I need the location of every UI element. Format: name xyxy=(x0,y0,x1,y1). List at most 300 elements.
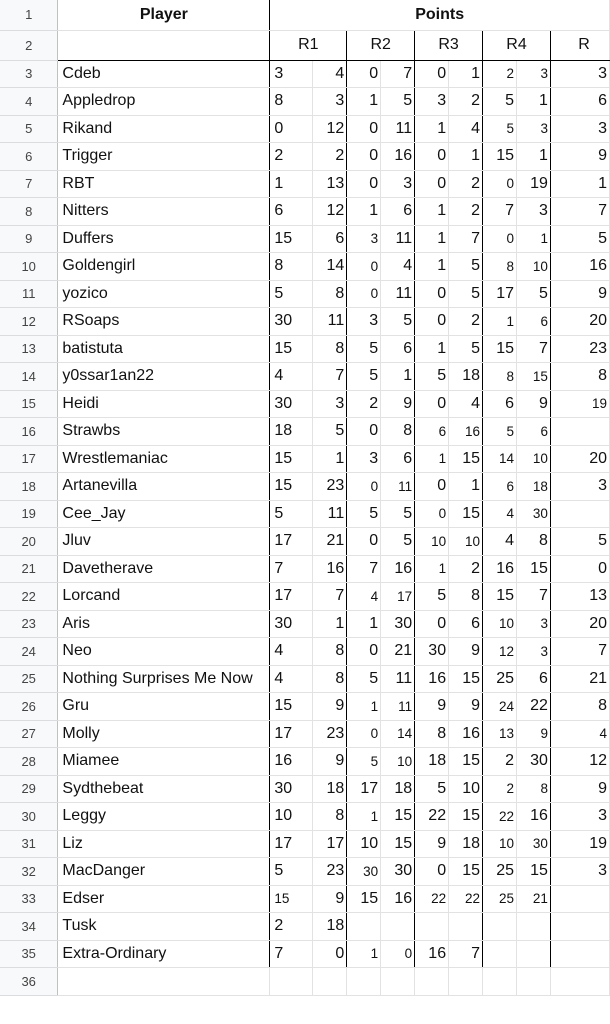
score-cell[interactable]: 1 xyxy=(517,143,551,171)
score-cell[interactable] xyxy=(347,913,381,941)
score-cell[interactable]: 13 xyxy=(483,720,517,748)
score-cell[interactable]: 17 xyxy=(313,830,347,858)
score-cell[interactable]: 10 xyxy=(449,528,483,556)
score-cell[interactable]: 6 xyxy=(415,418,449,446)
score-cell[interactable]: 0 xyxy=(415,390,449,418)
score-cell[interactable]: 5 xyxy=(449,280,483,308)
score-cell[interactable]: 21 xyxy=(550,665,609,693)
player-name-cell[interactable]: Molly xyxy=(58,720,270,748)
score-cell[interactable]: 15 xyxy=(449,858,483,886)
score-cell[interactable]: 30 xyxy=(347,858,381,886)
score-cell[interactable]: 3 xyxy=(550,858,609,886)
score-cell[interactable]: 2 xyxy=(347,390,381,418)
round-header[interactable]: R2 xyxy=(347,30,415,60)
score-cell[interactable]: 3 xyxy=(415,88,449,116)
score-cell[interactable]: 19 xyxy=(550,830,609,858)
score-cell[interactable]: 15 xyxy=(270,473,313,501)
score-cell[interactable]: 0 xyxy=(347,115,381,143)
score-cell[interactable]: 4 xyxy=(550,720,609,748)
score-cell[interactable]: 15 xyxy=(517,555,551,583)
score-cell[interactable]: 9 xyxy=(313,748,347,776)
score-cell[interactable]: 5 xyxy=(347,665,381,693)
score-cell[interactable]: 2 xyxy=(449,170,483,198)
score-cell[interactable]: 6 xyxy=(313,225,347,253)
score-cell[interactable]: 5 xyxy=(270,280,313,308)
score-cell[interactable]: 18 xyxy=(415,748,449,776)
score-cell[interactable]: 7 xyxy=(449,225,483,253)
row-number[interactable]: 24 xyxy=(0,638,58,666)
score-cell[interactable]: 1 xyxy=(415,198,449,226)
score-cell[interactable]: 0 xyxy=(483,225,517,253)
score-cell[interactable]: 5 xyxy=(347,500,381,528)
score-cell[interactable]: 5 xyxy=(313,418,347,446)
score-cell[interactable]: 23 xyxy=(550,335,609,363)
score-cell[interactable]: 7 xyxy=(449,940,483,968)
score-cell[interactable]: 4 xyxy=(483,528,517,556)
score-cell[interactable]: 4 xyxy=(483,500,517,528)
score-cell[interactable]: 0 xyxy=(415,308,449,336)
score-cell[interactable]: 8 xyxy=(550,693,609,721)
player-name-cell[interactable]: Rikand xyxy=(58,115,270,143)
score-cell[interactable]: 22 xyxy=(517,693,551,721)
score-cell[interactable]: 11 xyxy=(381,693,415,721)
score-cell[interactable]: 30 xyxy=(381,858,415,886)
score-cell[interactable]: 10 xyxy=(449,775,483,803)
player-name-cell[interactable]: Strawbs xyxy=(58,418,270,446)
score-cell[interactable]: 18 xyxy=(449,363,483,391)
empty-cell[interactable] xyxy=(415,968,449,996)
score-cell[interactable]: 3 xyxy=(550,473,609,501)
player-name-cell[interactable]: Davetherave xyxy=(58,555,270,583)
score-cell[interactable]: 15 xyxy=(381,830,415,858)
score-cell[interactable]: 0 xyxy=(483,170,517,198)
score-cell[interactable]: 17 xyxy=(347,775,381,803)
score-cell[interactable] xyxy=(381,913,415,941)
score-cell[interactable]: 0 xyxy=(415,143,449,171)
row-number[interactable]: 19 xyxy=(0,500,58,528)
score-cell[interactable]: 1 xyxy=(415,445,449,473)
score-cell[interactable]: 2 xyxy=(449,555,483,583)
score-cell[interactable]: 5 xyxy=(550,528,609,556)
score-cell[interactable]: 23 xyxy=(313,473,347,501)
score-cell[interactable]: 8 xyxy=(313,665,347,693)
score-cell[interactable]: 30 xyxy=(270,308,313,336)
score-cell[interactable]: 8 xyxy=(449,583,483,611)
score-cell[interactable]: 8 xyxy=(483,363,517,391)
score-cell[interactable]: 16 xyxy=(270,748,313,776)
player-name-cell[interactable]: Sydthebeat xyxy=(58,775,270,803)
score-cell[interactable]: 9 xyxy=(517,720,551,748)
player-name-cell[interactable]: Trigger xyxy=(58,143,270,171)
score-cell[interactable] xyxy=(415,913,449,941)
row-number[interactable]: 25 xyxy=(0,665,58,693)
score-cell[interactable]: 7 xyxy=(270,555,313,583)
score-cell[interactable]: 0 xyxy=(347,528,381,556)
score-cell[interactable]: 12 xyxy=(550,748,609,776)
row-number[interactable]: 30 xyxy=(0,803,58,831)
score-cell[interactable]: 4 xyxy=(270,363,313,391)
player-name-cell[interactable]: Heidi xyxy=(58,390,270,418)
player-name-cell[interactable]: Cee_Jay xyxy=(58,500,270,528)
score-cell[interactable]: 10 xyxy=(381,748,415,776)
score-cell[interactable]: 17 xyxy=(381,583,415,611)
score-cell[interactable]: 3 xyxy=(550,60,609,88)
player-name-cell[interactable]: Extra-Ordinary xyxy=(58,940,270,968)
row-number[interactable]: 10 xyxy=(0,253,58,281)
score-cell[interactable]: 2 xyxy=(483,60,517,88)
score-cell[interactable]: 15 xyxy=(483,335,517,363)
score-cell[interactable]: 9 xyxy=(415,830,449,858)
score-cell[interactable]: 3 xyxy=(313,390,347,418)
score-cell[interactable]: 7 xyxy=(517,583,551,611)
score-cell[interactable]: 16 xyxy=(517,803,551,831)
empty-cell[interactable] xyxy=(313,968,347,996)
player-name-cell[interactable]: Jluv xyxy=(58,528,270,556)
score-cell[interactable]: 0 xyxy=(415,170,449,198)
score-cell[interactable]: 17 xyxy=(270,720,313,748)
score-cell[interactable]: 0 xyxy=(415,610,449,638)
player-name-cell[interactable]: Cdeb xyxy=(58,60,270,88)
score-cell[interactable]: 21 xyxy=(313,528,347,556)
score-cell[interactable]: 16 xyxy=(449,720,483,748)
score-cell[interactable]: 5 xyxy=(381,528,415,556)
score-cell[interactable]: 5 xyxy=(270,500,313,528)
score-cell[interactable]: 3 xyxy=(313,88,347,116)
score-cell[interactable]: 3 xyxy=(550,803,609,831)
score-cell[interactable]: 4 xyxy=(347,583,381,611)
score-cell[interactable]: 4 xyxy=(449,115,483,143)
score-cell[interactable]: 8 xyxy=(313,280,347,308)
score-cell[interactable]: 6 xyxy=(517,665,551,693)
score-cell[interactable]: 22 xyxy=(415,885,449,913)
score-cell[interactable]: 15 xyxy=(381,803,415,831)
player-name-cell[interactable]: Duffers xyxy=(58,225,270,253)
score-cell[interactable]: 12 xyxy=(313,198,347,226)
score-cell[interactable]: 15 xyxy=(483,583,517,611)
score-cell[interactable]: 5 xyxy=(415,363,449,391)
score-cell[interactable]: 3 xyxy=(270,60,313,88)
score-cell[interactable]: 0 xyxy=(415,280,449,308)
score-cell[interactable]: 10 xyxy=(483,830,517,858)
row-number[interactable]: 9 xyxy=(0,225,58,253)
score-cell[interactable]: 1 xyxy=(517,88,551,116)
score-cell[interactable]: 5 xyxy=(415,775,449,803)
score-cell[interactable]: 1 xyxy=(347,693,381,721)
score-cell[interactable]: 1 xyxy=(550,170,609,198)
score-cell[interactable]: 1 xyxy=(483,308,517,336)
score-cell[interactable]: 8 xyxy=(483,253,517,281)
score-cell[interactable]: 2 xyxy=(449,198,483,226)
score-cell[interactable]: 20 xyxy=(550,610,609,638)
score-cell[interactable]: 18 xyxy=(270,418,313,446)
score-cell[interactable]: 8 xyxy=(313,638,347,666)
score-cell[interactable]: 4 xyxy=(381,253,415,281)
score-cell[interactable] xyxy=(517,913,551,941)
empty-cell[interactable] xyxy=(381,968,415,996)
score-cell[interactable]: 5 xyxy=(483,88,517,116)
row-number[interactable]: 33 xyxy=(0,885,58,913)
score-cell[interactable]: 22 xyxy=(449,885,483,913)
player-name-cell[interactable]: Tusk xyxy=(58,913,270,941)
score-cell[interactable]: 22 xyxy=(483,803,517,831)
row-number[interactable]: 12 xyxy=(0,308,58,336)
score-cell[interactable]: 5 xyxy=(550,225,609,253)
score-cell[interactable]: 0 xyxy=(270,115,313,143)
row-number[interactable]: 29 xyxy=(0,775,58,803)
score-cell[interactable]: 7 xyxy=(517,335,551,363)
score-cell[interactable]: 16 xyxy=(381,143,415,171)
score-cell[interactable]: 8 xyxy=(313,335,347,363)
score-cell[interactable]: 1 xyxy=(449,60,483,88)
score-cell[interactable]: 5 xyxy=(415,583,449,611)
row-number[interactable]: 13 xyxy=(0,335,58,363)
score-cell[interactable]: 8 xyxy=(550,363,609,391)
score-cell[interactable]: 21 xyxy=(517,885,551,913)
player-name-cell[interactable]: Wrestlemaniac xyxy=(58,445,270,473)
score-cell[interactable]: 1 xyxy=(449,473,483,501)
player-name-cell[interactable]: y0ssar1an22 xyxy=(58,363,270,391)
score-cell[interactable]: 2 xyxy=(483,775,517,803)
score-cell[interactable]: 7 xyxy=(313,583,347,611)
player-name-cell[interactable]: MacDanger xyxy=(58,858,270,886)
score-cell[interactable]: 18 xyxy=(313,775,347,803)
row-number[interactable]: 28 xyxy=(0,748,58,776)
score-cell[interactable]: 3 xyxy=(517,198,551,226)
score-cell[interactable]: 6 xyxy=(270,198,313,226)
row-number[interactable]: 32 xyxy=(0,858,58,886)
player-name-cell[interactable]: batistuta xyxy=(58,335,270,363)
score-cell[interactable]: 23 xyxy=(313,858,347,886)
score-cell[interactable]: 25 xyxy=(483,858,517,886)
score-cell[interactable]: 8 xyxy=(313,803,347,831)
row-number[interactable]: 16 xyxy=(0,418,58,446)
score-cell[interactable]: 30 xyxy=(270,775,313,803)
row-number[interactable]: 22 xyxy=(0,583,58,611)
score-cell[interactable] xyxy=(483,913,517,941)
score-cell[interactable]: 8 xyxy=(517,775,551,803)
score-cell[interactable]: 10 xyxy=(415,528,449,556)
score-cell[interactable]: 0 xyxy=(347,638,381,666)
score-cell[interactable]: 1 xyxy=(415,253,449,281)
score-cell[interactable]: 5 xyxy=(381,88,415,116)
score-cell[interactable]: 3 xyxy=(517,60,551,88)
score-cell[interactable]: 16 xyxy=(415,665,449,693)
empty-cell[interactable] xyxy=(270,968,313,996)
score-cell[interactable]: 9 xyxy=(550,775,609,803)
score-cell[interactable]: 3 xyxy=(347,445,381,473)
row-number[interactable]: 11 xyxy=(0,280,58,308)
score-cell[interactable]: 1 xyxy=(313,445,347,473)
score-cell[interactable]: 7 xyxy=(550,198,609,226)
score-cell[interactable]: 3 xyxy=(517,610,551,638)
score-cell[interactable]: 0 xyxy=(415,500,449,528)
row-number[interactable]: 18 xyxy=(0,473,58,501)
score-cell[interactable]: 10 xyxy=(347,830,381,858)
score-cell[interactable]: 0 xyxy=(347,170,381,198)
score-cell[interactable]: 8 xyxy=(270,253,313,281)
score-cell[interactable]: 1 xyxy=(415,555,449,583)
score-cell[interactable]: 17 xyxy=(270,528,313,556)
score-cell[interactable]: 2 xyxy=(449,88,483,116)
score-cell[interactable]: 1 xyxy=(381,363,415,391)
score-cell[interactable]: 5 xyxy=(483,115,517,143)
score-cell[interactable]: 20 xyxy=(550,445,609,473)
empty-cell[interactable] xyxy=(347,968,381,996)
row-number[interactable]: 14 xyxy=(0,363,58,391)
score-cell[interactable]: 15 xyxy=(347,885,381,913)
score-cell[interactable]: 14 xyxy=(381,720,415,748)
score-cell[interactable]: 15 xyxy=(270,335,313,363)
score-cell[interactable]: 5 xyxy=(449,335,483,363)
score-cell[interactable]: 16 xyxy=(313,555,347,583)
player-name-cell[interactable]: Goldengirl xyxy=(58,253,270,281)
score-cell[interactable]: 2 xyxy=(449,308,483,336)
score-cell[interactable]: 5 xyxy=(347,748,381,776)
score-cell[interactable]: 1 xyxy=(415,115,449,143)
score-cell[interactable]: 4 xyxy=(270,665,313,693)
score-cell[interactable] xyxy=(550,418,609,446)
row-number[interactable]: 15 xyxy=(0,390,58,418)
score-cell[interactable]: 7 xyxy=(381,60,415,88)
player-name-cell[interactable]: RSoaps xyxy=(58,308,270,336)
score-cell[interactable]: 15 xyxy=(449,803,483,831)
score-cell[interactable] xyxy=(550,940,609,968)
score-cell[interactable]: 1 xyxy=(517,225,551,253)
score-cell[interactable]: 1 xyxy=(313,610,347,638)
score-cell[interactable]: 4 xyxy=(449,390,483,418)
score-cell[interactable]: 3 xyxy=(517,638,551,666)
score-cell[interactable]: 16 xyxy=(449,418,483,446)
score-cell[interactable]: 9 xyxy=(550,280,609,308)
row-number[interactable]: 17 xyxy=(0,445,58,473)
score-cell[interactable]: 0 xyxy=(415,473,449,501)
row-number[interactable]: 26 xyxy=(0,693,58,721)
round-header[interactable]: R4 xyxy=(483,30,551,60)
score-cell[interactable]: 9 xyxy=(381,390,415,418)
score-cell[interactable]: 0 xyxy=(347,473,381,501)
score-cell[interactable]: 30 xyxy=(517,748,551,776)
score-cell[interactable]: 1 xyxy=(415,335,449,363)
player-name-cell[interactable]: Nitters xyxy=(58,198,270,226)
score-cell[interactable]: 25 xyxy=(483,885,517,913)
row-number[interactable]: 21 xyxy=(0,555,58,583)
score-cell[interactable] xyxy=(517,940,551,968)
score-cell[interactable]: 8 xyxy=(415,720,449,748)
score-cell[interactable]: 14 xyxy=(313,253,347,281)
score-cell[interactable]: 24 xyxy=(483,693,517,721)
score-cell[interactable]: 10 xyxy=(517,253,551,281)
score-cell[interactable]: 17 xyxy=(483,280,517,308)
score-cell[interactable]: 11 xyxy=(381,115,415,143)
row-number[interactable]: 27 xyxy=(0,720,58,748)
score-cell[interactable]: 15 xyxy=(483,143,517,171)
row-number[interactable]: 35 xyxy=(0,940,58,968)
player-name-cell[interactable]: Lorcand xyxy=(58,583,270,611)
score-cell[interactable]: 11 xyxy=(381,473,415,501)
score-cell[interactable]: 15 xyxy=(517,858,551,886)
score-cell[interactable]: 9 xyxy=(415,693,449,721)
score-cell[interactable]: 3 xyxy=(517,115,551,143)
score-cell[interactable] xyxy=(483,940,517,968)
score-cell[interactable]: 5 xyxy=(483,418,517,446)
score-cell[interactable]: 6 xyxy=(449,610,483,638)
player-name-cell[interactable]: yozico xyxy=(58,280,270,308)
empty-cell[interactable] xyxy=(550,968,609,996)
score-cell[interactable]: 1 xyxy=(415,225,449,253)
score-cell[interactable]: 0 xyxy=(313,940,347,968)
row-number[interactable]: 20 xyxy=(0,528,58,556)
score-cell[interactable]: 30 xyxy=(381,610,415,638)
score-cell[interactable] xyxy=(550,885,609,913)
score-cell[interactable]: 4 xyxy=(313,60,347,88)
score-cell[interactable]: 9 xyxy=(313,885,347,913)
score-cell[interactable]: 22 xyxy=(415,803,449,831)
score-cell[interactable]: 10 xyxy=(483,610,517,638)
score-cell[interactable]: 7 xyxy=(483,198,517,226)
score-cell[interactable]: 7 xyxy=(347,555,381,583)
score-cell[interactable]: 9 xyxy=(449,638,483,666)
score-cell[interactable]: 0 xyxy=(415,858,449,886)
player-name-cell[interactable]: Aris xyxy=(58,610,270,638)
score-cell[interactable]: 7 xyxy=(270,940,313,968)
score-cell[interactable]: 18 xyxy=(381,775,415,803)
points-header[interactable]: Points xyxy=(270,0,610,30)
score-cell[interactable]: 9 xyxy=(449,693,483,721)
score-cell[interactable]: 6 xyxy=(483,390,517,418)
score-cell[interactable] xyxy=(550,500,609,528)
score-cell[interactable]: 19 xyxy=(517,170,551,198)
player-subheader[interactable] xyxy=(58,30,270,60)
score-cell[interactable]: 30 xyxy=(270,610,313,638)
score-cell[interactable]: 15 xyxy=(449,748,483,776)
score-cell[interactable]: 11 xyxy=(313,500,347,528)
score-cell[interactable]: 1 xyxy=(347,88,381,116)
score-cell[interactable]: 5 xyxy=(270,858,313,886)
score-cell[interactable]: 6 xyxy=(483,473,517,501)
score-cell[interactable]: 15 xyxy=(270,693,313,721)
score-cell[interactable]: 8 xyxy=(517,528,551,556)
score-cell[interactable]: 8 xyxy=(270,88,313,116)
score-cell[interactable]: 9 xyxy=(313,693,347,721)
score-cell[interactable]: 1 xyxy=(347,940,381,968)
score-cell[interactable]: 2 xyxy=(483,748,517,776)
score-cell[interactable]: 1 xyxy=(347,803,381,831)
row-number[interactable]: 1 xyxy=(0,0,58,30)
score-cell[interactable]: 0 xyxy=(347,720,381,748)
score-cell[interactable]: 6 xyxy=(381,198,415,226)
score-cell[interactable]: 1 xyxy=(347,198,381,226)
score-cell[interactable]: 0 xyxy=(347,143,381,171)
score-cell[interactable]: 18 xyxy=(313,913,347,941)
score-cell[interactable]: 0 xyxy=(550,555,609,583)
row-number[interactable]: 6 xyxy=(0,143,58,171)
score-cell[interactable]: 10 xyxy=(517,445,551,473)
empty-cell[interactable] xyxy=(517,968,551,996)
score-cell[interactable]: 3 xyxy=(347,225,381,253)
score-cell[interactable]: 13 xyxy=(313,170,347,198)
round-header[interactable]: R3 xyxy=(415,30,483,60)
score-cell[interactable]: 2 xyxy=(270,913,313,941)
score-cell[interactable]: 6 xyxy=(517,418,551,446)
score-cell[interactable]: 30 xyxy=(517,830,551,858)
score-cell[interactable]: 21 xyxy=(381,638,415,666)
row-number[interactable]: 36 xyxy=(0,968,58,996)
score-cell[interactable]: 19 xyxy=(550,390,609,418)
score-cell[interactable]: 11 xyxy=(381,225,415,253)
score-cell[interactable]: 0 xyxy=(415,60,449,88)
score-cell[interactable]: 16 xyxy=(381,555,415,583)
score-cell[interactable]: 30 xyxy=(415,638,449,666)
